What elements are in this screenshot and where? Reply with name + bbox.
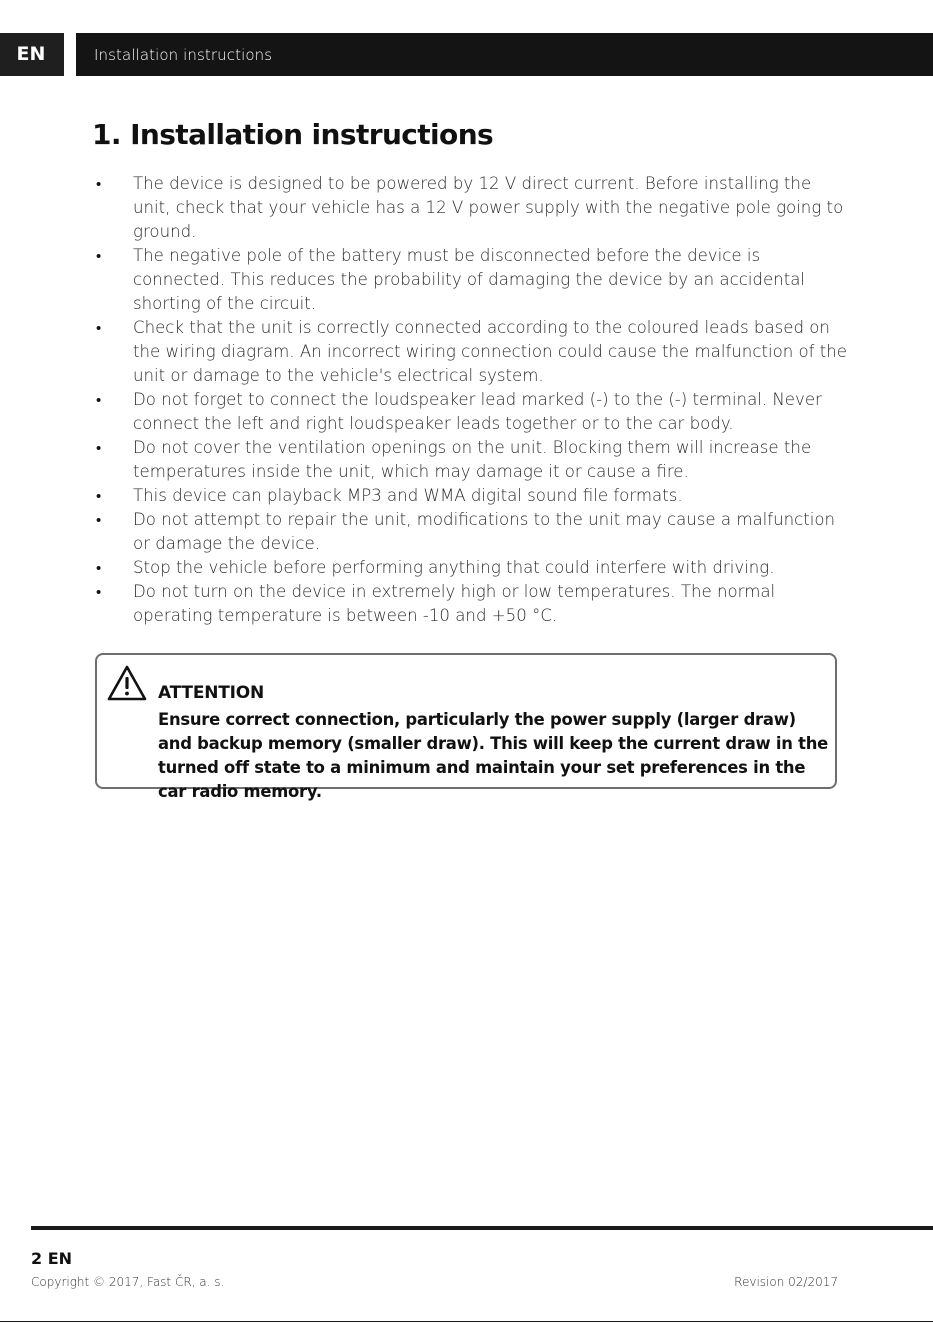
list-item-text: Stop the vehicle before performing anything that could interfere with driving. bbox=[133, 558, 775, 577]
header-title: Installation instructions bbox=[94, 46, 273, 64]
header-bar bbox=[0, 33, 933, 76]
list-item bbox=[93, 172, 853, 244]
language-tab: EN bbox=[0, 33, 76, 76]
revision-text: Revision 02/2017 bbox=[734, 1275, 838, 1289]
attention-title: ATTENTION bbox=[158, 683, 265, 703]
list-item-text: Check that the unit is correctly connected according to the coloured leads based on the wiring diagram. An incorrect wiring connection could cause the malfunction of the unit or damage to the vehicle's electrical system. bbox=[133, 318, 848, 385]
bullet-icon: • bbox=[96, 583, 102, 601]
instructions-list bbox=[93, 172, 853, 628]
attention-box bbox=[95, 653, 837, 801]
copyright-text: Copyright © 2017, Fast ČR, a. s. bbox=[31, 1275, 225, 1289]
page-number: 2 EN bbox=[31, 1249, 73, 1268]
list-item-text: The device is designed to be powered by 12 V direct current. Before installing the unit, check that your vehicle has a 12 V power supply with the negative pole going to ground. bbox=[133, 174, 844, 241]
list-item-text: This device can playback MP3 and WMA digital sound file formats. bbox=[133, 486, 683, 505]
footer-divider bbox=[31, 1226, 933, 1230]
bottom-divider bbox=[0, 1321, 933, 1322]
bullet-icon: • bbox=[96, 175, 102, 193]
list-item bbox=[93, 388, 853, 436]
list-item-text: The negative pole of the battery must be disconnected before the device is connected. This reduces the probability of damaging the device by an accidental shorting of the circuit. bbox=[133, 246, 805, 313]
bullet-icon: • bbox=[96, 559, 102, 577]
list-item bbox=[93, 580, 853, 628]
list-item bbox=[93, 556, 853, 580]
list-item bbox=[93, 436, 853, 484]
list-item bbox=[93, 484, 853, 508]
bullet-icon: • bbox=[96, 439, 102, 457]
bullet-icon: • bbox=[96, 511, 102, 529]
warning-triangle-icon bbox=[107, 665, 147, 701]
list-item-text: Do not forget to connect the loudspeaker lead marked (-) to the (-) terminal. Never connect the left and right loudspeaker leads together or to the car body. bbox=[133, 390, 822, 433]
section-heading: 1. Installation instructions bbox=[92, 118, 494, 151]
bullet-icon: • bbox=[96, 319, 102, 337]
bullet-icon: • bbox=[96, 391, 102, 409]
list-item bbox=[93, 316, 853, 388]
bullet-icon: • bbox=[96, 247, 102, 265]
list-item-text: Do not turn on the device in extremely high or low temperatures. The normal operating temperature is between -10 and +50 °C. bbox=[133, 582, 776, 625]
list-item-text: Do not attempt to repair the unit, modifications to the unit may cause a malfunction or damage the device. bbox=[133, 510, 836, 553]
attention-text: Ensure correct connection, particularly the power supply (larger draw) and backup memory (smaller draw). This will keep the current draw in the turned off state to a minimum and maintain your set preferences in the car radio memory. bbox=[158, 710, 828, 801]
bullet-icon: • bbox=[96, 487, 102, 505]
list-item bbox=[93, 244, 853, 316]
list-item-text: Do not cover the ventilation openings on the unit. Blocking them will increase the temperatures inside the unit, which may damage it or cause a fire. bbox=[133, 438, 812, 481]
list-item bbox=[93, 508, 853, 556]
